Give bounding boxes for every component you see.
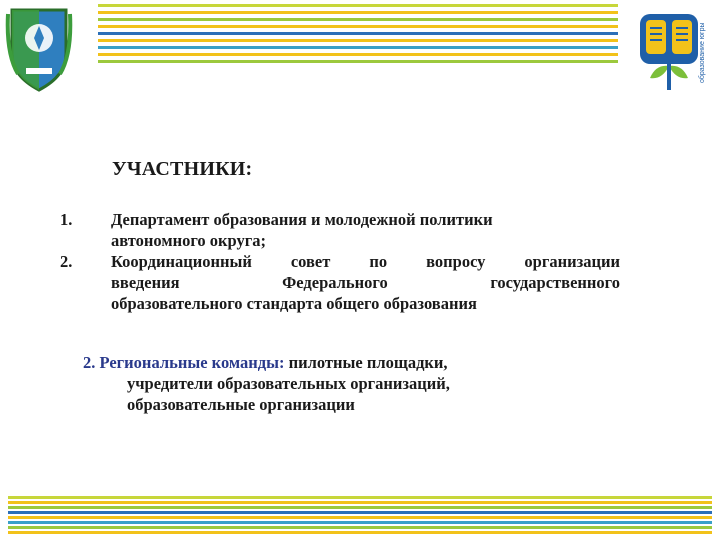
stripe: [8, 521, 712, 524]
regional-text: образовательные организации: [127, 395, 355, 414]
stripe: [98, 32, 618, 35]
list-number: 2.: [60, 252, 73, 271]
stripe: [98, 18, 618, 21]
stripe: [8, 506, 712, 509]
stripe: [8, 501, 712, 504]
coat-of-arms-icon: [4, 4, 74, 94]
logo-vertical-text: образование югры: [699, 22, 706, 84]
stripe: [98, 4, 618, 7]
list-item: [60, 209, 620, 251]
stripe: [8, 516, 712, 519]
header-stripes: [98, 4, 618, 66]
regional-text: учредители образовательных организаций,: [127, 374, 450, 393]
stripe: [98, 46, 618, 49]
participants-list: [60, 209, 620, 314]
regional-text: пилотные площадки,: [288, 353, 448, 372]
stripe: [8, 496, 712, 499]
slide-title: УЧАСТНИКИ:: [112, 158, 253, 180]
stripe: [8, 511, 712, 514]
stripe: [98, 39, 618, 42]
list-line: Координационный совет по вопросу организации: [111, 252, 620, 271]
list-line: Департамент образования и молодежной политики: [111, 210, 493, 229]
list-line: автономного округа;: [111, 231, 266, 250]
footer-stripes: [8, 496, 712, 536]
list-item: [60, 251, 620, 314]
stripe: [98, 53, 618, 56]
list-number: 1.: [60, 210, 73, 229]
stripe: [8, 531, 712, 534]
list-line: образовательного стандарта общего образования: [111, 294, 477, 313]
stripe: [98, 11, 618, 14]
stripe: [98, 25, 618, 28]
stripe: [98, 60, 618, 63]
regional-teams: [83, 352, 450, 415]
regional-label: 2. Региональные команды:: [83, 353, 285, 372]
stripe: [8, 526, 712, 529]
list-line: введения Федерального государственного: [111, 273, 620, 292]
